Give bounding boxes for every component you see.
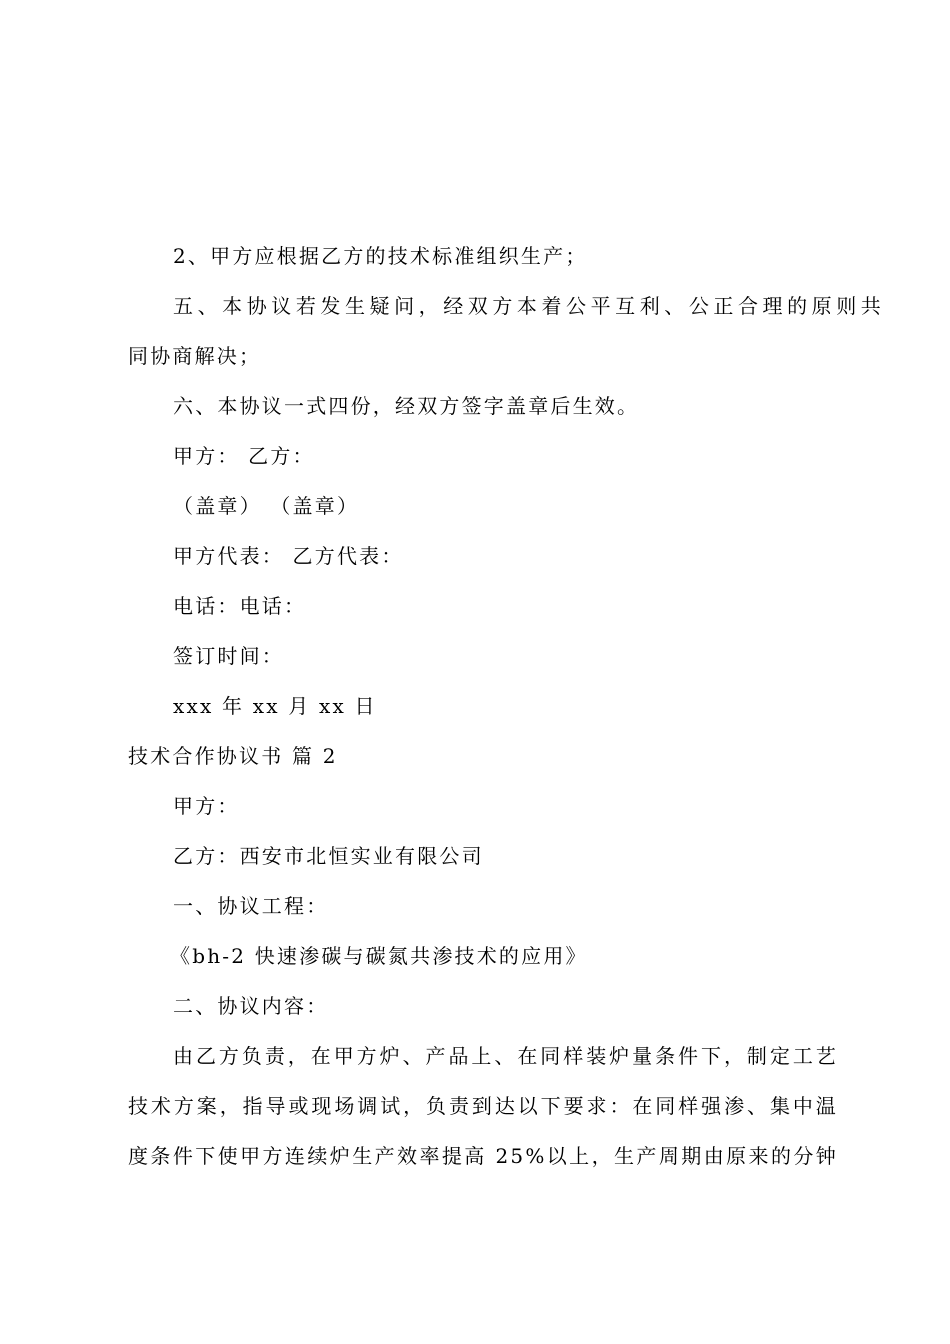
paragraph-line: 六、本协议一式四份，经双方签字盖章后生效。 [173,394,640,418]
signature-representative-line: 甲方代表： 乙方代表： [173,544,404,568]
section-title: 技术合作协议书 篇 2 [128,744,338,768]
signature-date-value: xxx 年 xx 月 xx 日 [173,694,377,718]
section-heading: 一、协议工程： [173,894,329,918]
project-name: 《bh-2 快速渗碳与碳氮共渗技术的应用》 [170,944,588,968]
paragraph-line: 同协商解决； [128,344,262,368]
paragraph-line: 度条件下使甲方连续炉生产效率提高 25%以上，生产周期由原来的分钟 [128,1144,838,1168]
party-b-line: 乙方：西安市北恒实业有限公司 [173,844,484,868]
signature-seal-line: （盖章） （盖章） [173,494,360,518]
signature-party-line: 甲方： 乙方： [173,444,315,468]
signature-phone-line: 电话：电话： [173,594,307,618]
section-heading: 二、协议内容： [173,994,329,1018]
paragraph-line: 由乙方负责，在甲方炉、产品上、在同样装炉量条件下，制定工艺 [173,1044,838,1068]
signature-date-label: 签订时间： [173,644,284,668]
paragraph-line: 技术方案，指导或现场调试，负责到达以下要求：在同样强渗、集中温 [128,1094,838,1118]
paragraph-line: 2、甲方应根据乙方的技术标准组织生产； [173,244,588,268]
paragraph-line: 五、本协议若发生疑问，经双方本着公平互利、公正合理的原则共 [173,294,883,318]
party-a-line: 甲方： [173,794,240,818]
